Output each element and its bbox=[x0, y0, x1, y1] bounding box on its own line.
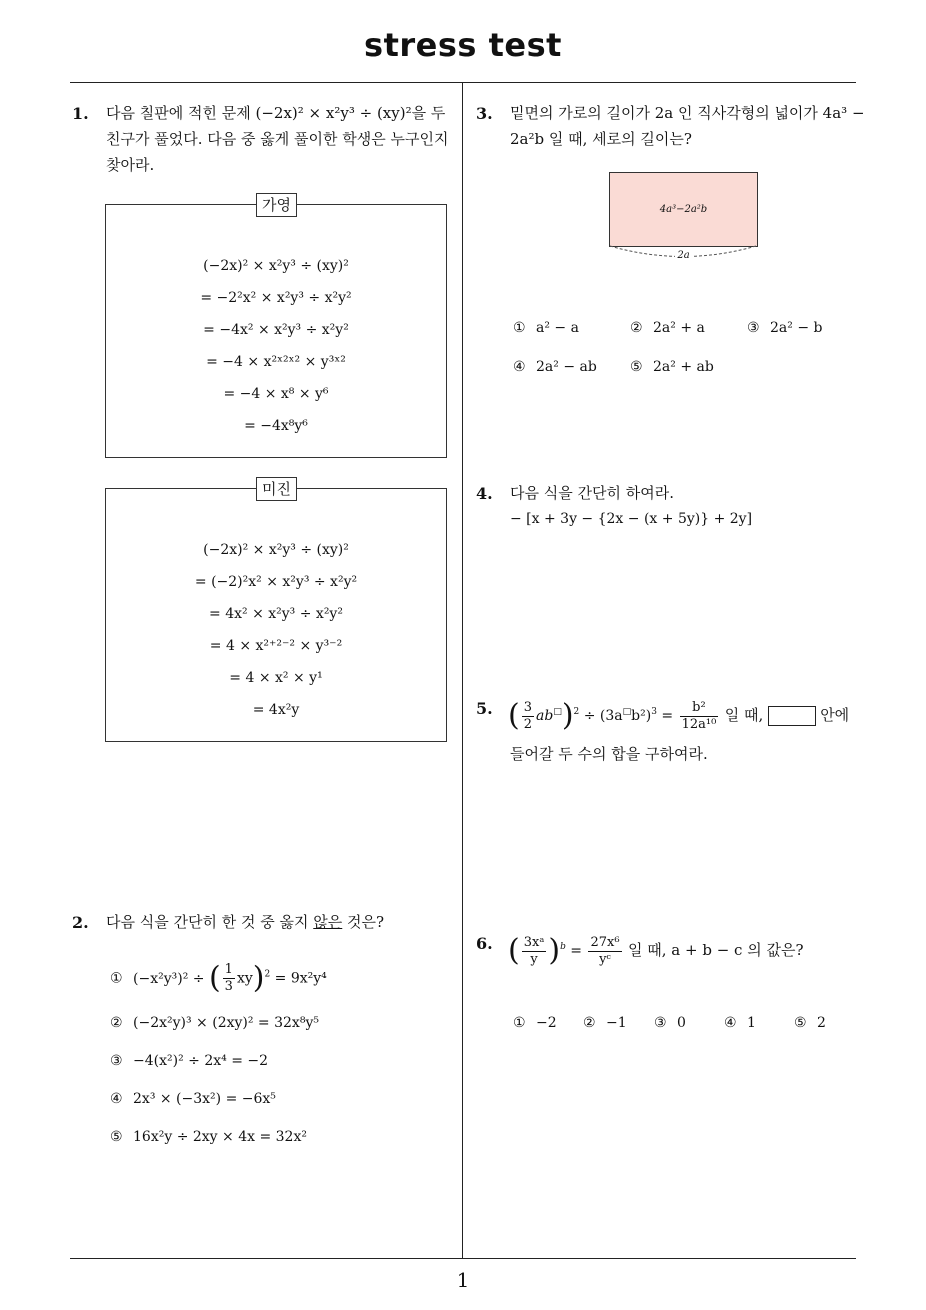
question-expression bbox=[508, 697, 868, 734]
option-4[interactable] bbox=[513, 359, 597, 375]
frac-denominator: 2 bbox=[523, 716, 532, 732]
right-paren: ) bbox=[561, 698, 574, 733]
exponent: b bbox=[560, 942, 566, 952]
solution-line: = −4 × x²ˣ²ˣ² × y³ˣ² bbox=[206, 354, 346, 370]
question-text-line: 밑면의 가로의 길이가 2a 인 직사각형의 넓이가 4a³ − bbox=[510, 104, 865, 122]
term: ÷ (3a bbox=[583, 708, 623, 724]
fraction bbox=[223, 962, 235, 995]
bottom-rule bbox=[70, 1258, 856, 1259]
option-mark: ① bbox=[513, 320, 526, 336]
option-1[interactable] bbox=[513, 320, 579, 336]
question-text bbox=[106, 909, 456, 935]
question-text-part: 것은? bbox=[342, 913, 385, 931]
left-paren: ( bbox=[208, 960, 221, 996]
solution-box-gayoung bbox=[105, 196, 447, 458]
left-paren: ( bbox=[508, 698, 520, 733]
option-expr: 2a² + a bbox=[653, 320, 705, 336]
question-text-line: 찾아라. bbox=[106, 156, 155, 174]
option-2[interactable] bbox=[110, 1015, 319, 1031]
option-mark: ⑤ bbox=[794, 1015, 807, 1031]
option-3[interactable] bbox=[654, 1015, 686, 1031]
option-mark: ④ bbox=[513, 359, 526, 375]
blank-exponent: □ bbox=[622, 707, 632, 717]
fraction bbox=[522, 935, 547, 968]
option-expr: 2a² − b bbox=[770, 320, 823, 336]
page-number: 1 bbox=[456, 1268, 470, 1292]
width-label-text: 2a bbox=[677, 250, 690, 261]
question-text-line: 2a²b 일 때, 세로의 길이는? bbox=[510, 130, 692, 148]
option-expr: 2a² − ab bbox=[536, 359, 597, 375]
option-mark: ⑤ bbox=[110, 1129, 123, 1145]
option-expr: a² − a bbox=[536, 320, 579, 336]
blank-exponent: □ bbox=[553, 707, 562, 717]
question-expression bbox=[508, 932, 868, 969]
question-text-part: 일 때, a + b − c 의 값은? bbox=[628, 941, 804, 959]
option-mark: ④ bbox=[724, 1015, 737, 1031]
term: ab bbox=[536, 708, 554, 724]
solution-label: 가영 bbox=[256, 193, 297, 217]
option-mark: ① bbox=[110, 970, 123, 987]
fraction bbox=[680, 700, 719, 733]
question-text-line: 다음 식을 간단히 하여라. bbox=[510, 484, 674, 502]
frac-numerator: 27x⁶ bbox=[590, 934, 620, 950]
option-1[interactable] bbox=[513, 1015, 557, 1031]
option-mark: ③ bbox=[747, 320, 760, 336]
solution-line: = 4x²y bbox=[252, 702, 300, 718]
frac-denominator: 3 bbox=[224, 979, 233, 994]
solution-label: 미진 bbox=[256, 477, 297, 501]
frac-numerator: 3 bbox=[523, 699, 532, 715]
frac-denominator: 12a¹⁰ bbox=[681, 716, 717, 732]
option-4[interactable] bbox=[724, 1015, 756, 1031]
solution-line: = (−2)²x² × x²y³ ÷ x²y² bbox=[194, 574, 358, 590]
fraction bbox=[522, 700, 534, 733]
question-text bbox=[510, 480, 866, 532]
option-4[interactable] bbox=[110, 1091, 276, 1107]
option-expr: (−2x²y)³ × (2xy)² = 32x⁸y⁵ bbox=[133, 1015, 319, 1031]
question-expression: − [x + 3y − {2x − (x + 5y)} + 2y] bbox=[510, 511, 753, 527]
solution-line: = 4x² × x²y³ ÷ x²y² bbox=[209, 606, 343, 622]
option-expr: 2x³ × (−3x²) = −6x⁵ bbox=[133, 1091, 276, 1107]
option-5[interactable] bbox=[110, 1129, 307, 1145]
solution-line: = −4 × x⁸ × y⁶ bbox=[223, 386, 329, 402]
exponent: 3 bbox=[651, 707, 657, 717]
option-mark: ④ bbox=[110, 1091, 123, 1107]
option-1[interactable]: ① (−x²y³)² ÷ ( $\frac{1}{3}$ xy)$^2$ = 9x²y⁴ bbox=[110, 960, 327, 996]
question-text-part: 일 때, bbox=[724, 706, 764, 724]
term: b²) bbox=[631, 708, 652, 724]
solution-line: (−2x)² × x²y³ ÷ (xy)² bbox=[203, 258, 349, 274]
right-paren: ) bbox=[252, 960, 265, 996]
option-2[interactable] bbox=[630, 320, 705, 336]
option-expr: 1 bbox=[747, 1015, 756, 1031]
equals-sign: = bbox=[570, 943, 583, 959]
option-mark: ⑤ bbox=[630, 359, 643, 375]
option-mark: ② bbox=[110, 1015, 123, 1031]
option-expr: xy bbox=[236, 970, 253, 987]
top-rule bbox=[70, 82, 856, 83]
question-text bbox=[510, 100, 866, 152]
width-label bbox=[609, 250, 758, 261]
solution-line: = −2²x² × x²y³ ÷ x²y² bbox=[200, 290, 352, 306]
question-text-line: 들어갈 두 수의 합을 구하여라. bbox=[510, 745, 708, 763]
option-mark: ② bbox=[583, 1015, 596, 1031]
page-title: stress test bbox=[364, 26, 562, 64]
option-expr: 0 bbox=[677, 1015, 686, 1031]
option-mark: ② bbox=[630, 320, 643, 336]
solution-line: = 4 × x²⁺²⁻² × y³⁻² bbox=[209, 638, 343, 654]
solution-line: (−2x)² × x²y³ ÷ (xy)² bbox=[203, 542, 349, 558]
exponent: 2 bbox=[573, 707, 580, 717]
rectangle-figure bbox=[609, 172, 758, 247]
option-expr: = 9x²y⁴ bbox=[274, 970, 327, 987]
question-text bbox=[106, 100, 456, 178]
question-number: 4. bbox=[476, 484, 493, 503]
column-divider bbox=[462, 83, 463, 1258]
question-number: 2. bbox=[72, 913, 89, 932]
solution-line: = −4x⁸y⁶ bbox=[244, 418, 308, 434]
fraction bbox=[588, 935, 621, 968]
frac-numerator: 3xᵃ bbox=[523, 934, 545, 950]
frac-denominator: yᶜ bbox=[599, 951, 611, 967]
answer-blank-box[interactable] bbox=[768, 706, 816, 726]
question-number: 1. bbox=[72, 104, 89, 123]
solution-box-mijin bbox=[105, 480, 447, 742]
option-expr: 2a² + ab bbox=[653, 359, 714, 375]
option-5[interactable] bbox=[794, 1015, 826, 1031]
question-number: 5. bbox=[476, 699, 493, 718]
option-expr: (−x²y³)² ÷ bbox=[133, 970, 205, 987]
option-3[interactable] bbox=[747, 320, 822, 336]
option-expr: −2 bbox=[536, 1015, 557, 1031]
option-2[interactable] bbox=[583, 1015, 627, 1031]
left-paren: ( bbox=[508, 933, 520, 968]
area-label: 4a³−2a²b bbox=[659, 204, 708, 215]
option-5[interactable] bbox=[630, 359, 714, 375]
question-text-part: 안에 bbox=[820, 706, 850, 724]
frac-denominator: y bbox=[530, 951, 538, 967]
option-expr: −1 bbox=[606, 1015, 627, 1031]
option-3[interactable] bbox=[110, 1053, 268, 1069]
question-number: 3. bbox=[476, 104, 493, 123]
option-mark: ③ bbox=[654, 1015, 667, 1031]
question-number: 6. bbox=[476, 934, 493, 953]
option-mark: ③ bbox=[110, 1053, 123, 1069]
right-paren: ) bbox=[548, 933, 561, 968]
frac-numerator: b² bbox=[680, 700, 719, 717]
equals-sign: = bbox=[661, 708, 674, 724]
option-expr: 16x²y ÷ 2xy × 4x = 32x² bbox=[133, 1129, 307, 1145]
solution-line: = −4x² × x²y³ ÷ x²y² bbox=[203, 322, 349, 338]
solution-line: = 4 × x² × y¹ bbox=[229, 670, 323, 686]
frac-numerator: 1 bbox=[224, 962, 233, 977]
question-text-part: 다음 식을 간단히 한 것 중 옳지 bbox=[106, 913, 314, 931]
underlined-word: 않은 bbox=[313, 913, 343, 931]
option-expr: −4(x²)² ÷ 2x⁴ = −2 bbox=[133, 1053, 269, 1069]
question-text-line: 다음 칠판에 적힌 문제 (−2x)² × x²y³ ÷ (xy)²을 두 bbox=[106, 104, 446, 122]
option-mark: ① bbox=[513, 1015, 526, 1031]
question-text-line: 친구가 풀었다. 다음 중 옳게 풀이한 학생은 누구인지 bbox=[106, 130, 449, 148]
option-expr: 2 bbox=[817, 1015, 826, 1031]
